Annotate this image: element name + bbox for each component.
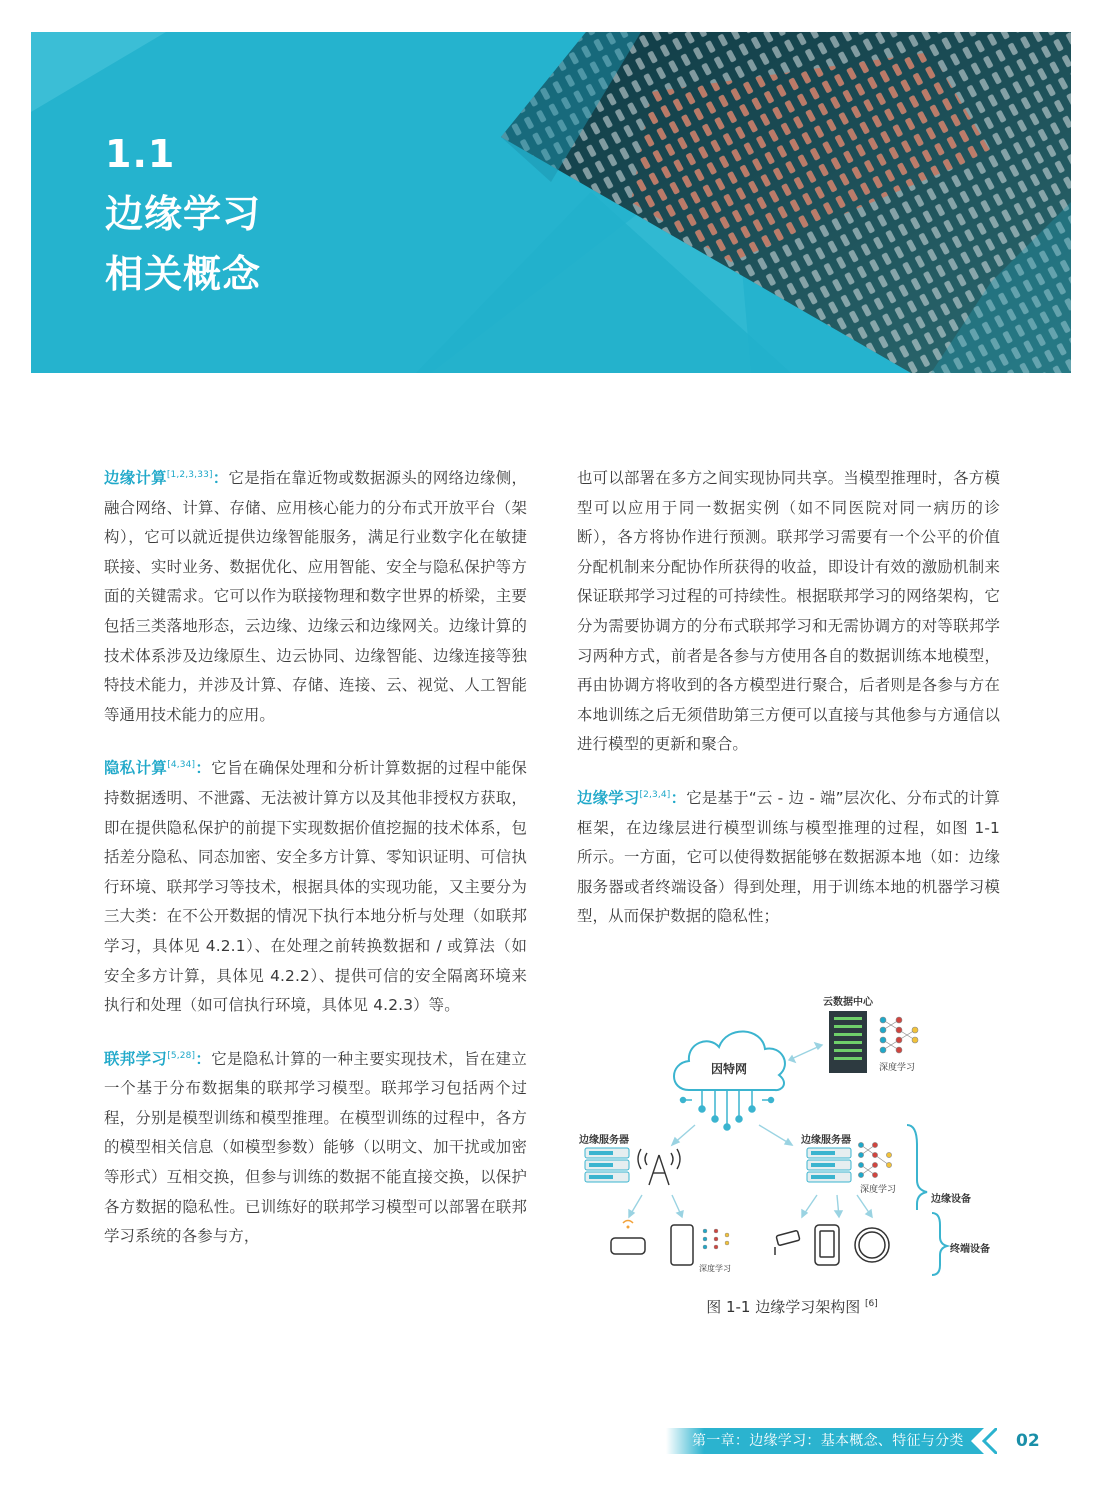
right-column (577, 464, 1000, 932)
label-terminal-device: 终端设备 (950, 1244, 990, 1255)
term-colon: ： (212, 469, 229, 487)
paragraph-edge-computing (104, 464, 527, 730)
vr-headset-icon (611, 1221, 645, 1255)
paragraph-text: 它旨在确保处理和分析计算数据的过程中能保持数据透明、不泄露、无法被计算方以及其他非授权方获取，即在提供隐私保护的前提下实现数据价值挖掘的技术体系，包括差分隐私、同态加密、安全多方计算、零知识证明、可信执行环境、联邦学习等技术，根据具体的实现功能，又主要分为三大类：在不公开数据的情况下执行本地分析与处理（如联邦学习，具体见 4.2.1）、在处理之前转换数据和 / 或算法（如安全多方计算，具体见 4.2.2）、提供可信的安全隔离环境来执行和处理（如可信执行环境，具体见 4.2.3）等。 (104, 759, 527, 1015)
reference-marker: [4,34] (167, 760, 196, 771)
label-deep-learning-edge: 深度学习 (860, 1185, 897, 1195)
tablet-icon (671, 1225, 693, 1265)
chapter-title (105, 124, 261, 304)
edge-server-left-icon (585, 1148, 629, 1182)
chapter-banner (31, 32, 1071, 373)
phone-icon (815, 1225, 839, 1265)
edge-server-right-icon (807, 1148, 851, 1182)
chapter-number: 1.1 (105, 132, 176, 176)
left-column (104, 464, 527, 1252)
paragraph-text: 它是基于“云 - 边 - 端”层次化、分布式的计算框架，在边缘层进行模型训练与模型推理的过程，如图 1-1 所示。一方面，它可以使得数据能够在数据源本地（如：边缘服务器或者终端设备）得到处理，用于训练本地的机器学习模型，从而保护数据的隐私性； (577, 788, 1001, 926)
architecture-diagram (577, 985, 1007, 1285)
deep-learning-net-icon (880, 1017, 918, 1053)
term-edge-computing: 边缘计算 (104, 469, 167, 487)
label-edge-server-left: 边缘服务器 (579, 1135, 629, 1146)
footer-chapter-title: 第一章：边缘学习：基本概念、特征与分类 (692, 1433, 964, 1449)
smartwatch-icon (855, 1228, 889, 1262)
figure-caption (577, 1296, 1007, 1317)
label-cloud-datacenter: 云数据中心 (823, 997, 873, 1008)
term-colon: ： (670, 788, 687, 807)
chapter-title-line1: 边缘学习 (105, 192, 262, 236)
page-number: 02 (1016, 1431, 1040, 1451)
reference-marker: [5,28] (167, 1050, 196, 1061)
term-federated-learning: 联邦学习 (104, 1049, 168, 1068)
antenna-tower-icon (638, 1149, 680, 1185)
figure-caption-ref: [6] (865, 1299, 878, 1309)
paragraph-text: 它是指在靠近物或数据源头的网络边缘侧，融合网络、计算、存储、应用核心能力的分布式开放平台（架构），它可以就近提供边缘智能服务，满足行业数字化在敏捷联接、实时业务、数据优化、应用智能、安全与隐私保护等方面的关键需求。它可以作为联接物理和数字世界的桥梁，主要包括三类落地形态，云边缘、边缘云和边缘网关。边缘计算的技术体系涉及边缘原生、边云协同、边缘智能、边缘连接等独特技术能力，并涉及计算、存储、连接、云、视觉、人工智能等通用技术能力的应用。 (104, 469, 527, 724)
edge-learning-architecture-figure (577, 985, 1007, 1285)
camera-icon (775, 1230, 800, 1255)
reference-marker: [1,2,3,33] (166, 469, 213, 480)
paragraph-federated-learning (104, 1045, 527, 1252)
term-edge-learning: 边缘学习 (577, 788, 640, 807)
label-deep-learning-top: 深度学习 (879, 1063, 916, 1073)
terminal-device-brace (932, 1213, 947, 1275)
edge-device-brace (907, 1125, 927, 1210)
cloud-datacenter-server-icon (829, 1011, 867, 1073)
deep-learning-net-edge-icon (858, 1142, 891, 1177)
paragraph-text: 它是隐私计算的一种主要实现技术，旨在建立一个基于分布数据集的联邦学习模型。联邦学习包括两个过程，分别是模型训练和模型推理。在模型训练的过程中，各方的模型相关信息（如模型参数）能够（以明文、加干扰或加密等形式）互相交换，但参与训练的数据不能直接交换，以保护各方数据的隐私性。已训练好的联邦学习模型可以部署在联邦学习系统的各参与方， (104, 1049, 527, 1246)
label-edge-device: 边缘设备 (931, 1194, 971, 1205)
label-internet: 因特网 (711, 1062, 748, 1076)
term-privacy-computing: 隐私计算 (104, 759, 168, 778)
chapter-title-line2: 相关概念 (105, 252, 262, 296)
label-deep-learning-terminal: 深度学习 (699, 1264, 731, 1273)
paragraph-edge-learning (577, 784, 1000, 932)
reference-marker: [2,3,4] (639, 789, 671, 800)
paragraph-federated-learning-cont: 也可以部署在多方之间实现协同共享。当模型推理时，各方模型可以应用于同一数据实例（如不同医院对同一病历的诊断），各方将协作进行预测。联邦学习需要有一个公平的价值分配机制来分配协作所获得的收益，即设计有效的激励机制来保证联邦学习过程的可持续性。根据联邦学习的网络架构，它分为需要协调方的分布式联邦学习和无需协调方的对等联邦学习两种方式，前者是各参与方使用各自的数据训练本地模型，再由协调方将收到的各方模型进行聚合，后者则是各参与方在本地训练之后无须借助第三方便可以直接与其他参与方通信以进行模型的更新和聚合。 (577, 469, 1000, 754)
deep-learning-net-terminal-icon (703, 1229, 729, 1249)
term-colon: ： (195, 1049, 212, 1068)
figure-caption-text: 图 1-1 边缘学习架构图 (706, 1298, 861, 1316)
term-colon: ： (195, 759, 212, 778)
paragraph-privacy-computing (104, 754, 527, 1020)
label-edge-server-right: 边缘服务器 (801, 1135, 851, 1146)
